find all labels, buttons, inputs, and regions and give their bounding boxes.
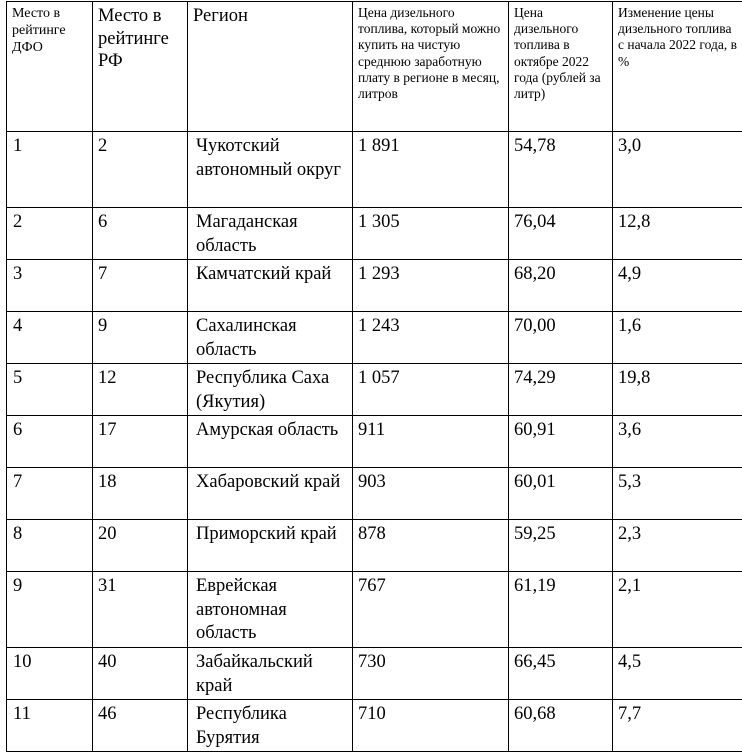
table-body xyxy=(7,132,742,752)
cell-rf-rank: 40 xyxy=(93,648,188,700)
cell-rf-rank: 18 xyxy=(93,468,188,520)
table-row xyxy=(7,468,742,520)
cell-change: 4,9 xyxy=(613,260,742,312)
cell-rf-rank: 12 xyxy=(93,364,188,416)
cell-liters: 911 xyxy=(353,416,509,468)
cell-rf-rank: 20 xyxy=(93,520,188,572)
cell-rf-rank: 46 xyxy=(93,700,188,752)
cell-rf-rank: 17 xyxy=(93,416,188,468)
cell-region: Камчатский край xyxy=(188,260,353,312)
cell-dfo-rank: 7 xyxy=(7,468,93,520)
cell-dfo-rank: 11 xyxy=(7,700,93,752)
cell-dfo-rank: 10 xyxy=(7,648,93,700)
cell-region: Хабаровский край xyxy=(188,468,353,520)
header-row xyxy=(7,2,742,132)
cell-region: Приморский край xyxy=(188,520,353,572)
cell-region: Чукотский автономный округ xyxy=(188,132,353,208)
cell-price: 74,29 xyxy=(509,364,613,416)
cell-rf-rank: 31 xyxy=(93,572,188,648)
cell-price: 61,19 xyxy=(509,572,613,648)
cell-rf-rank: 9 xyxy=(93,312,188,364)
cell-dfo-rank: 4 xyxy=(7,312,93,364)
header-dfo-rank: Место в рейтинге ДФО xyxy=(7,2,93,132)
cell-liters: 1 243 xyxy=(353,312,509,364)
cell-region: Амурская область xyxy=(188,416,353,468)
table-row xyxy=(7,572,742,648)
header-price-october-2022: Цена дизельного топлива в октябре 2022 года (рублей за литр) xyxy=(509,2,613,132)
cell-price: 70,00 xyxy=(509,312,613,364)
cell-liters: 1 293 xyxy=(353,260,509,312)
cell-dfo-rank: 5 xyxy=(7,364,93,416)
cell-dfo-rank: 8 xyxy=(7,520,93,572)
cell-region: Еврейская автономная область xyxy=(188,572,353,648)
cell-region: Республика Саха (Якутия) xyxy=(188,364,353,416)
cell-liters: 767 xyxy=(353,572,509,648)
cell-region: Республика Бурятия xyxy=(188,700,353,752)
cell-price: 59,25 xyxy=(509,520,613,572)
cell-region: Магаданская область xyxy=(188,208,353,260)
cell-change: 1,6 xyxy=(613,312,742,364)
cell-liters: 710 xyxy=(353,700,509,752)
cell-liters: 1 891 xyxy=(353,132,509,208)
cell-price: 68,20 xyxy=(509,260,613,312)
cell-region: Сахалинская область xyxy=(188,312,353,364)
header-price-change-2022: Изменение цены дизельного топлива с начала 2022 года, в % xyxy=(613,2,742,132)
cell-price: 60,68 xyxy=(509,700,613,752)
cell-dfo-rank: 9 xyxy=(7,572,93,648)
table-row xyxy=(7,648,742,700)
cell-change: 2,1 xyxy=(613,572,742,648)
table-row xyxy=(7,700,742,752)
cell-dfo-rank: 2 xyxy=(7,208,93,260)
cell-change: 3,0 xyxy=(613,132,742,208)
cell-liters: 1 057 xyxy=(353,364,509,416)
table-row xyxy=(7,260,742,312)
cell-rf-rank: 6 xyxy=(93,208,188,260)
cell-liters: 1 305 xyxy=(353,208,509,260)
cell-change: 3,6 xyxy=(613,416,742,468)
cell-change: 4,5 xyxy=(613,648,742,700)
cell-price: 66,45 xyxy=(509,648,613,700)
cell-change: 7,7 xyxy=(613,700,742,752)
cell-change: 12,8 xyxy=(613,208,742,260)
cell-dfo-rank: 6 xyxy=(7,416,93,468)
cell-liters: 878 xyxy=(353,520,509,572)
table-row xyxy=(7,364,742,416)
header-region: Регион xyxy=(188,2,353,132)
table-row xyxy=(7,312,742,364)
header-liters-per-salary: Цена дизельного топлива, который можно купить на чистую среднюю заработную плату в регионе в месяц, литров xyxy=(353,2,509,132)
cell-liters: 730 xyxy=(353,648,509,700)
cell-change: 19,8 xyxy=(613,364,742,416)
cell-liters: 903 xyxy=(353,468,509,520)
cell-rf-rank: 2 xyxy=(93,132,188,208)
table-row xyxy=(7,416,742,468)
table-row xyxy=(7,132,742,208)
cell-price: 54,78 xyxy=(509,132,613,208)
cell-price: 60,91 xyxy=(509,416,613,468)
cell-rf-rank: 7 xyxy=(93,260,188,312)
table-row xyxy=(7,208,742,260)
cell-price: 60,01 xyxy=(509,468,613,520)
cell-dfo-rank: 3 xyxy=(7,260,93,312)
cell-dfo-rank: 1 xyxy=(7,132,93,208)
cell-price: 76,04 xyxy=(509,208,613,260)
diesel-price-rating-table xyxy=(6,1,742,752)
cell-change: 2,3 xyxy=(613,520,742,572)
table-row xyxy=(7,520,742,572)
cell-change: 5,3 xyxy=(613,468,742,520)
header-rf-rank: Место в рейтинге РФ xyxy=(93,2,188,132)
cell-region: Забайкальский край xyxy=(188,648,353,700)
